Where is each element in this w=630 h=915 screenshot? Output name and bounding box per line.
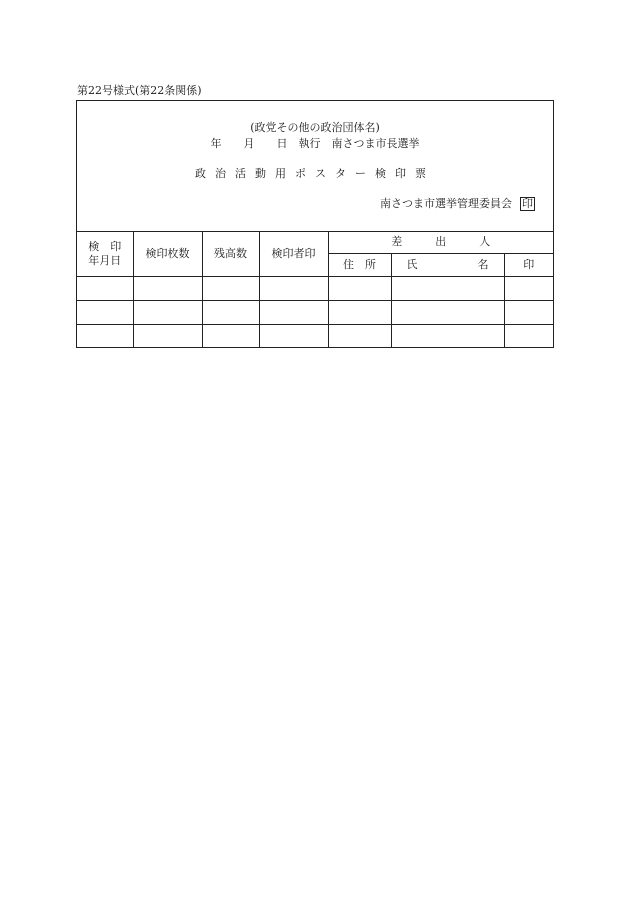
cell-name[interactable] (391, 325, 504, 349)
header-date-line2: 年月日 (88, 253, 122, 267)
cell-remaining[interactable] (202, 301, 259, 325)
cell-seal[interactable] (504, 325, 553, 349)
cell-address[interactable] (328, 325, 391, 349)
election-line: 年 月 日 執行 南さつま市長選挙 (210, 137, 420, 150)
committee-name: 南さつま市選挙管理委員会 (380, 197, 512, 210)
cell-date[interactable] (77, 277, 133, 301)
form-title: 政治活動用ポスター検印票 (195, 167, 435, 180)
table-row (77, 277, 553, 301)
cell-name[interactable] (391, 277, 504, 301)
header-count: 検印枚数 (133, 231, 202, 277)
cell-name[interactable] (391, 301, 504, 325)
header-name (391, 254, 504, 277)
cell-seal[interactable] (504, 277, 553, 301)
cell-address[interactable] (328, 277, 391, 301)
header-inspector: 検印者印 (259, 231, 328, 277)
cell-inspector[interactable] (259, 301, 328, 325)
cell-date[interactable] (77, 301, 133, 325)
seal-box: 印 (522, 197, 533, 210)
cell-count[interactable] (133, 325, 202, 349)
cell-date[interactable] (77, 325, 133, 349)
cell-count[interactable] (133, 277, 202, 301)
header-date-cell (77, 231, 133, 277)
header-seal: 印 (504, 254, 553, 277)
cell-address[interactable] (328, 301, 391, 325)
header-submitter: 差 出 人 (328, 231, 553, 254)
cell-inspector[interactable] (259, 325, 328, 349)
cell-remaining[interactable] (202, 277, 259, 301)
cell-inspector[interactable] (259, 277, 328, 301)
inspection-form (76, 100, 554, 348)
form-header (77, 101, 553, 232)
party-name-label: (政党その他の政治団体名) (250, 121, 380, 134)
table-header-row (77, 231, 553, 254)
cell-count[interactable] (133, 301, 202, 325)
header-date-line1: 検 印 (88, 239, 122, 253)
inspection-table (77, 231, 553, 348)
table-row (77, 301, 553, 325)
committee-line (380, 197, 535, 211)
header-address: 住 所 (328, 254, 391, 277)
header-name-given: 氏 (406, 258, 418, 271)
cell-remaining[interactable] (202, 325, 259, 349)
table-row (77, 325, 553, 349)
cell-seal[interactable] (504, 301, 553, 325)
form-number: 第22号様式(第22条関係) (77, 84, 202, 97)
header-remaining: 残高数 (202, 231, 259, 277)
header-name-family: 名 (477, 258, 489, 271)
